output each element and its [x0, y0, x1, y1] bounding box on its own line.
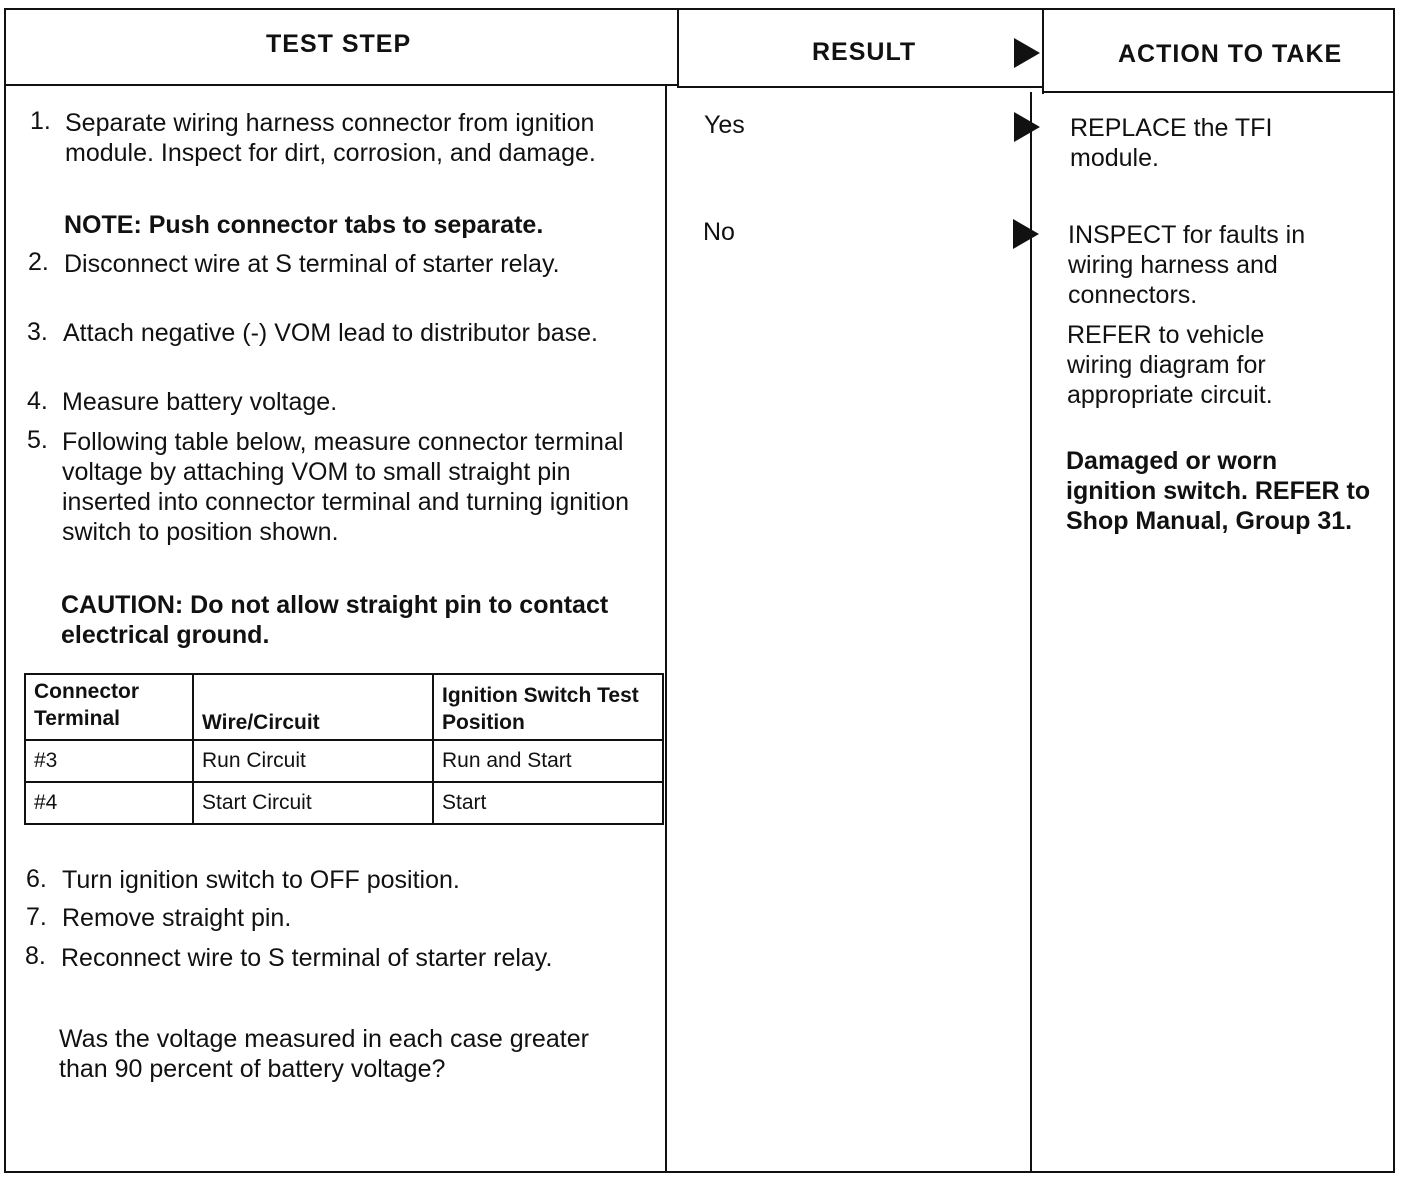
- connector-table: [24, 673, 664, 825]
- table-row: [25, 782, 663, 824]
- header-result: RESULT: [812, 38, 917, 66]
- column-divider-2: [1042, 8, 1044, 94]
- header-divider: [4, 84, 678, 86]
- column-divider-1: [677, 8, 679, 88]
- table-cell: #3: [25, 740, 193, 782]
- action-ignition-switch: Damaged or worn ignition switch. REFER to Shop Manual, Group 31.: [1066, 447, 1371, 535]
- step-text: Turn ignition switch to OFF position.: [62, 866, 460, 894]
- column-divider-2-body: [1030, 92, 1032, 1173]
- table-header-cell: Wire/Circuit: [193, 674, 433, 740]
- step-text: Attach negative (-) VOM lead to distributor base.: [63, 319, 598, 347]
- result-no: No: [703, 218, 735, 246]
- step-number: 7.: [26, 903, 47, 931]
- step-text: Separate wiring harness connector from ignition module. Inspect for dirt, corrosion, and damage.: [65, 109, 596, 167]
- step-text: Measure battery voltage.: [62, 388, 338, 416]
- step-number: 5.: [27, 426, 48, 454]
- action-refer-wiring: REFER to vehicle wiring diagram for appropriate circuit.: [1067, 321, 1273, 409]
- step-number: 1.: [30, 107, 51, 135]
- header-divider-mid: [677, 86, 1043, 88]
- action-no: INSPECT for faults in wiring harness and connectors.: [1068, 221, 1306, 309]
- step-text: Disconnect wire at S terminal of starter relay.: [64, 250, 560, 278]
- table-cell: Start Circuit: [193, 782, 433, 824]
- step-number: 4.: [27, 387, 48, 415]
- step-number: 8.: [25, 942, 46, 970]
- step-text: Following table below, measure connector terminal voltage by attaching VOM to small straight pin inserted into connector terminal and turning ignition switch to position shown.: [62, 428, 630, 546]
- table-row: [25, 740, 663, 782]
- header-arrow-icon: [1014, 38, 1040, 68]
- result-yes: Yes: [704, 111, 745, 139]
- result-no-arrow-icon: [1013, 219, 1039, 249]
- table-cell: Run Circuit: [193, 740, 433, 782]
- step-number: 6.: [26, 865, 47, 893]
- header-test-step: TEST STEP: [266, 30, 412, 58]
- result-yes-arrow-icon: [1014, 112, 1040, 142]
- header-divider-right: [1042, 91, 1395, 93]
- table-cell: Run and Start: [433, 740, 663, 782]
- step-caution: CAUTION: Do not allow straight pin to contact electrical ground.: [61, 591, 609, 649]
- table-header-cell: Ignition Switch Test Position: [433, 674, 663, 740]
- step-question: Was the voltage measured in each case greater than 90 percent of battery voltage?: [59, 1025, 589, 1083]
- table-cell: Start: [433, 782, 663, 824]
- column-divider-1-body: [665, 86, 667, 1173]
- table-header-row: [25, 674, 663, 740]
- action-yes: REPLACE the TFI module.: [1070, 114, 1273, 172]
- step-note: NOTE: Push connector tabs to separate.: [64, 211, 544, 239]
- step-text: Reconnect wire to S terminal of starter relay.: [61, 944, 553, 972]
- header-action: ACTION TO TAKE: [1118, 40, 1343, 68]
- table-cell: #4: [25, 782, 193, 824]
- step-text: Remove straight pin.: [62, 904, 292, 932]
- table-header-cell: Connector Terminal: [25, 674, 193, 740]
- step-number: 2.: [28, 248, 49, 276]
- step-number: 3.: [27, 318, 48, 346]
